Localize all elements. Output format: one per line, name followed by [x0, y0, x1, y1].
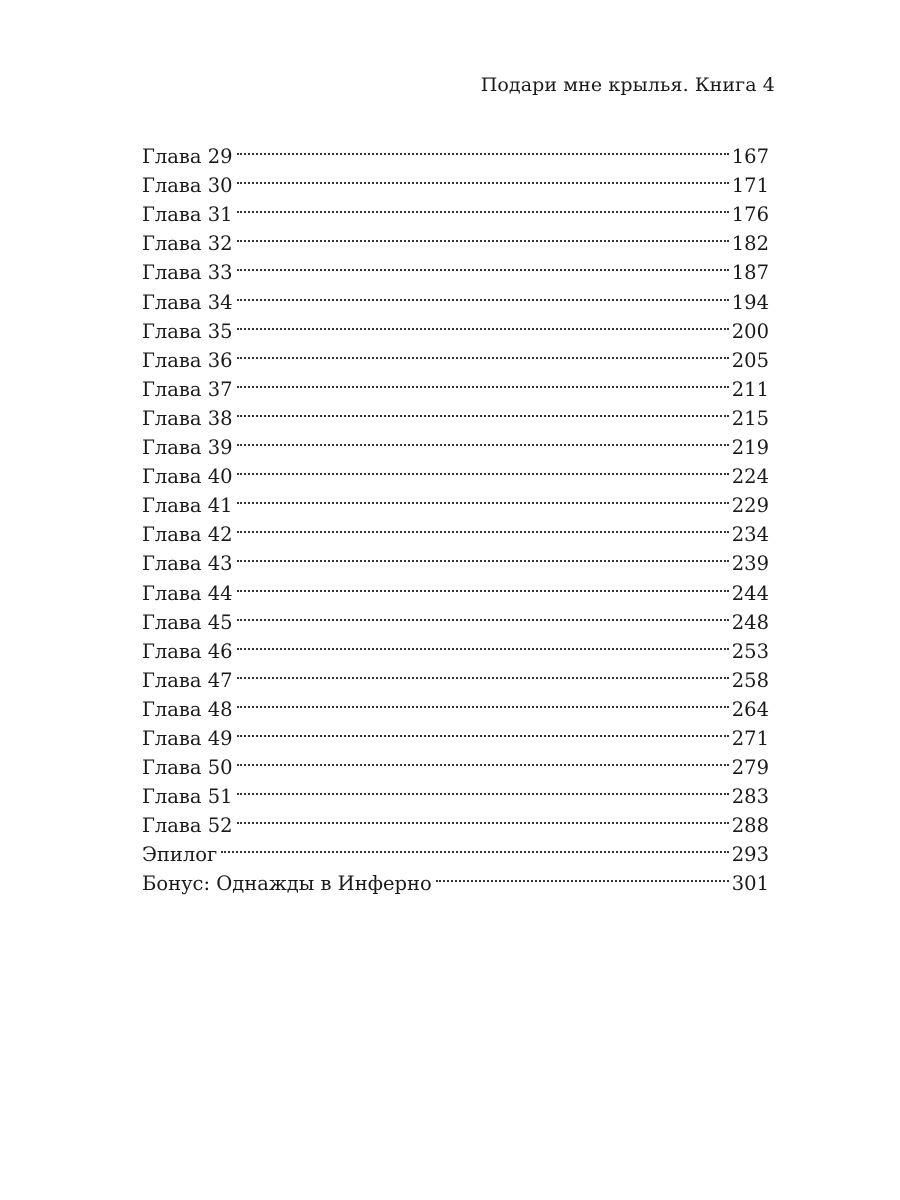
- toc-entry-page-number: 211: [731, 377, 769, 401]
- toc-entry-page-number: 301: [731, 872, 769, 896]
- toc-entry: [142, 221, 769, 256]
- toc-entry-page-number: 205: [731, 348, 769, 372]
- toc-entry-title: Глава 50: [142, 756, 233, 780]
- toc-entry-page-number: 288: [731, 814, 769, 838]
- dot-leader: [237, 309, 729, 338]
- toc-entry-page-number: 182: [731, 232, 769, 256]
- toc-entry-page-number: 187: [731, 261, 769, 285]
- toc-entry: [142, 600, 769, 634]
- dot-leader: [436, 861, 729, 890]
- toc-entry: [142, 483, 769, 518]
- dot-leader: [237, 483, 729, 512]
- dot-leader: [237, 687, 729, 716]
- table-of-contents: [142, 134, 769, 896]
- dot-leader: [237, 192, 729, 221]
- running-header-book-title: Подари мне крылья. Книга 4: [480, 74, 775, 96]
- toc-entry: [142, 716, 769, 750]
- toc-entry-title: Глава 44: [142, 581, 233, 605]
- dot-leader: [237, 279, 729, 308]
- toc-entry-page-number: 264: [731, 697, 769, 721]
- toc-entry: [142, 134, 769, 169]
- toc-entry: [142, 745, 769, 780]
- toc-entry-title: Глава 39: [142, 436, 233, 460]
- toc-entry-title: Глава 31: [142, 203, 233, 227]
- toc-entry-page-number: 167: [731, 145, 769, 169]
- dot-leader: [237, 425, 729, 454]
- dot-leader: [237, 367, 729, 396]
- toc-entry-title: Глава 32: [142, 232, 233, 256]
- dot-leader: [237, 600, 729, 629]
- toc-entry-title: Эпилог: [142, 843, 218, 867]
- toc-entry-title: Глава 35: [142, 319, 233, 343]
- toc-entry-page-number: 248: [731, 610, 769, 634]
- toc-entry-page-number: 215: [731, 406, 769, 430]
- toc-entry-title: Глава 52: [142, 814, 233, 838]
- toc-entry: [142, 396, 769, 430]
- dot-leader: [237, 570, 729, 599]
- toc-entry-title: Глава 49: [142, 726, 233, 750]
- toc-entry: [142, 338, 769, 372]
- dot-leader: [237, 134, 729, 163]
- toc-entry-title: Глава 33: [142, 261, 233, 285]
- toc-entry: [142, 192, 769, 227]
- toc-entry-title: Глава 43: [142, 552, 233, 576]
- toc-entry-title: Глава 47: [142, 668, 233, 692]
- toc-entry-page-number: 283: [731, 785, 769, 809]
- toc-entry: [142, 629, 769, 663]
- toc-entry-title: Глава 45: [142, 610, 233, 634]
- toc-entry-title: Глава 37: [142, 377, 233, 401]
- toc-entry: [142, 512, 769, 547]
- toc-entry: [142, 309, 769, 343]
- toc-entry-page-number: 171: [731, 174, 769, 198]
- toc-entry-page-number: 224: [731, 465, 769, 489]
- dot-leader: [237, 221, 729, 250]
- toc-entry-title: Глава 48: [142, 697, 233, 721]
- dot-leader: [237, 396, 729, 425]
- toc-entry-title: Глава 41: [142, 494, 233, 518]
- toc-entry-page-number: 271: [731, 726, 769, 750]
- toc-entry-title: Глава 30: [142, 174, 233, 198]
- dot-leader: [237, 629, 729, 658]
- toc-entry-title: Бонус: Однажды в Инферно: [142, 872, 432, 896]
- toc-entry-page-number: 200: [731, 319, 769, 343]
- toc-entry-title: Глава 51: [142, 785, 233, 809]
- toc-entry: [142, 861, 769, 896]
- dot-leader: [237, 774, 729, 803]
- toc-entry-title: Глава 29: [142, 145, 233, 169]
- toc-entry: [142, 367, 769, 401]
- toc-entry-page-number: 293: [731, 843, 769, 867]
- toc-entry-page-number: 279: [731, 756, 769, 780]
- toc-entry: [142, 774, 769, 809]
- toc-entry-page-number: 229: [731, 494, 769, 518]
- toc-entry-title: Глава 36: [142, 348, 233, 372]
- dot-leader: [237, 163, 729, 192]
- toc-entry-title: Глава 42: [142, 523, 233, 547]
- toc-entry-title: Глава 46: [142, 639, 233, 663]
- dot-leader: [221, 832, 729, 861]
- dot-leader: [237, 512, 729, 541]
- toc-entry: [142, 803, 769, 838]
- dot-leader: [237, 454, 729, 483]
- toc-entry-page-number: 176: [731, 203, 769, 227]
- toc-entry: [142, 425, 769, 460]
- toc-entry-page-number: 253: [731, 639, 769, 663]
- dot-leader: [237, 338, 729, 367]
- toc-entry: [142, 541, 769, 576]
- toc-entry-page-number: 219: [731, 436, 769, 460]
- toc-entry: [142, 658, 769, 692]
- toc-entry-page-number: 258: [731, 668, 769, 692]
- dot-leader: [237, 658, 729, 687]
- toc-entry: [142, 250, 769, 285]
- toc-entry: [142, 163, 769, 198]
- dot-leader: [237, 716, 729, 745]
- toc-entry-title: Глава 38: [142, 406, 233, 430]
- toc-entry-title: Глава 34: [142, 290, 233, 314]
- toc-entry-title: Глава 40: [142, 465, 233, 489]
- toc-entry: [142, 832, 769, 867]
- dot-leader: [237, 541, 729, 570]
- toc-entry: [142, 687, 769, 721]
- toc-entry-page-number: 234: [731, 523, 769, 547]
- dot-leader: [237, 803, 729, 832]
- toc-entry: [142, 454, 769, 489]
- toc-entry-page-number: 194: [731, 290, 769, 314]
- toc-entry-page-number: 239: [731, 552, 769, 576]
- toc-entry: [142, 279, 769, 314]
- toc-entry-page-number: 244: [731, 581, 769, 605]
- dot-leader: [237, 250, 729, 279]
- dot-leader: [237, 745, 729, 774]
- toc-entry: [142, 570, 769, 605]
